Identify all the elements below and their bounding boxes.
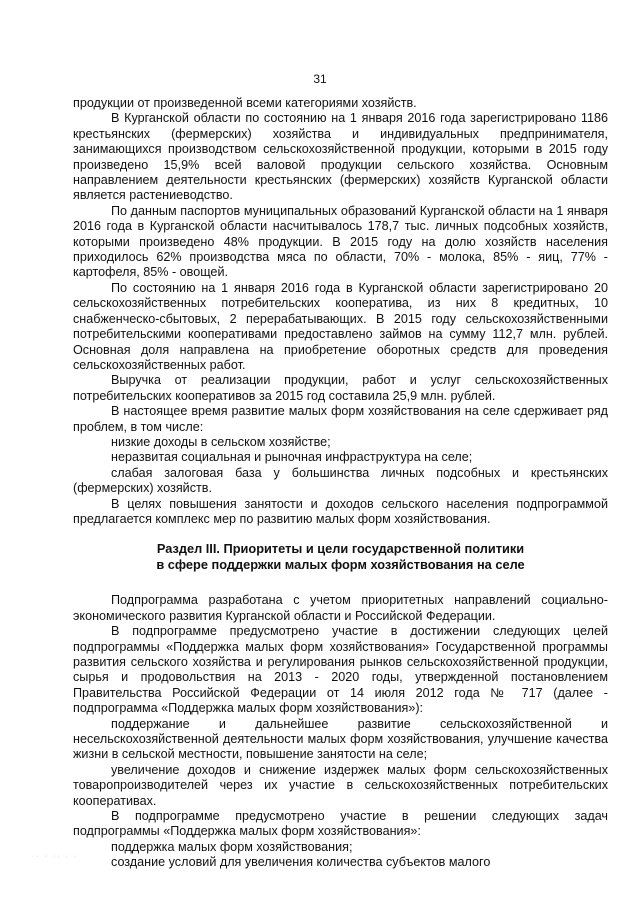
- paragraph: слабая залоговая база у большинства личных подсобных и крестьянских (фермерских) хозяйств.: [73, 465, 608, 496]
- document-body: [73, 96, 608, 871]
- list-item: неразвитая социальная и рыночная инфраструктура на селе;: [111, 450, 473, 465]
- paragraph: В Курганской области по состоянию на 1 января 2016 года зарегистрировано 1186 крестьянских (фермерских) хозяйства и индивидуальных предпринимателя, занимающихся производством сельскохозяйственной продукции, которыми в 2015 году произведено 15,9% всей валовой продукции сельского хозяйства. Основным направлением деятельности крестьянских (фермерских) хозяйств Курганской области является растениеводство.: [73, 111, 608, 203]
- spacer: [73, 583, 608, 593]
- list-item: поддержка малых форм хозяйствования;: [111, 839, 353, 854]
- paragraph: В подпрограмме предусмотрено участие в решении следующих задач подпрограммы «Поддержка малых форм хозяйствования»:: [73, 809, 608, 839]
- paragraph: Подпрограмма разработана с учетом приоритетных направлений социально-экономического развития Курганской области и Российской Федерации.: [73, 593, 608, 623]
- section-heading-line-2: в сфере поддержки малых форм хозяйствования на селе: [156, 557, 525, 573]
- paragraph: По данным паспортов муниципальных образований Курганской области на 1 января 2016 года в Курганской области насчитывалось 178,7 тыс. личных подсобных хозяйств, которыми произведено 48% продукции. В 2015 году на долю хозяйств населения приходилось 62% производства мяса по области, 70% - молока, 85% - яиц, 77% - картофеля, 85% - овощей.: [73, 203, 608, 280]
- paragraph: увеличение доходов и снижение издержек малых форм сельскохозяйственных товаропроизводителей через их участие в сельскохозяйственных потребительских кооперативах.: [73, 762, 608, 808]
- paragraph: По состоянию на 1 января 2016 года в Курганской области зарегистрировано 20 сельскохозяйственных потребительских кооператива, из них 8 кредитных, 10 снабженческо-сбытовых, 2 перерабатывающих. В 2015 году сельскохозяйственными потребительскими кооперативами предоставлено займов на сумму 112,7 млн. рублей. Основная доля направлена на приобретение оборотных средств для проведения сельскохозяйственных работ.: [73, 280, 608, 372]
- paragraph: В настоящее время развитие малых форм хозяйствования на селе сдерживает ряд проблем, в том числе:: [73, 404, 608, 434]
- scan-artifact: ·· · ·· · ·: [32, 853, 79, 860]
- list-item: низкие доходы в сельском хозяйстве;: [111, 434, 331, 449]
- list-item: создание условий для увеличения количества субъектов малого: [111, 855, 491, 870]
- paragraph: поддержание и дальнейшее развитие сельскохозяйственной и несельскохозяйственной деятельности малых форм хозяйствования, улучшение качества жизни в сельской местности, повышение занятости на селе;: [73, 716, 608, 762]
- section-heading: [73, 541, 608, 573]
- paragraph: В подпрограмме предусмотрено участие в достижении следующих целей подпрограммы «Поддержка малых форм хозяйствования» Государственной программы развития сельского хозяйства и регулирования рынков сельскохозяйственной продукции, сырья и продовольствия на 2013 - 2020 годы, утвержденной постановлением Правительства Российской Федерации от 14 июля 2012 года № 717 (далее - подпрограмма «Поддержка малых форм хозяйствования»):: [73, 624, 608, 716]
- section-intro: [73, 96, 608, 527]
- paragraph: Выручка от реализации продукции, работ и услуг сельскохозяйственных потребительских кооперативов за 2015 год составила 25,9 млн. рублей.: [73, 373, 608, 403]
- section-heading-line-1: Раздел III. Приоритеты и цели государственной политики: [156, 541, 525, 557]
- page-number: 31: [313, 72, 327, 86]
- paragraph: В целях повышения занятости и доходов сельского населения подпрограммой предлагается комплекс мер по развитию малых форм хозяйствования.: [73, 496, 608, 526]
- paragraph-continuation: продукции от произведенной всеми категориями хозяйств.: [73, 96, 417, 110]
- section-priorities: [73, 593, 608, 870]
